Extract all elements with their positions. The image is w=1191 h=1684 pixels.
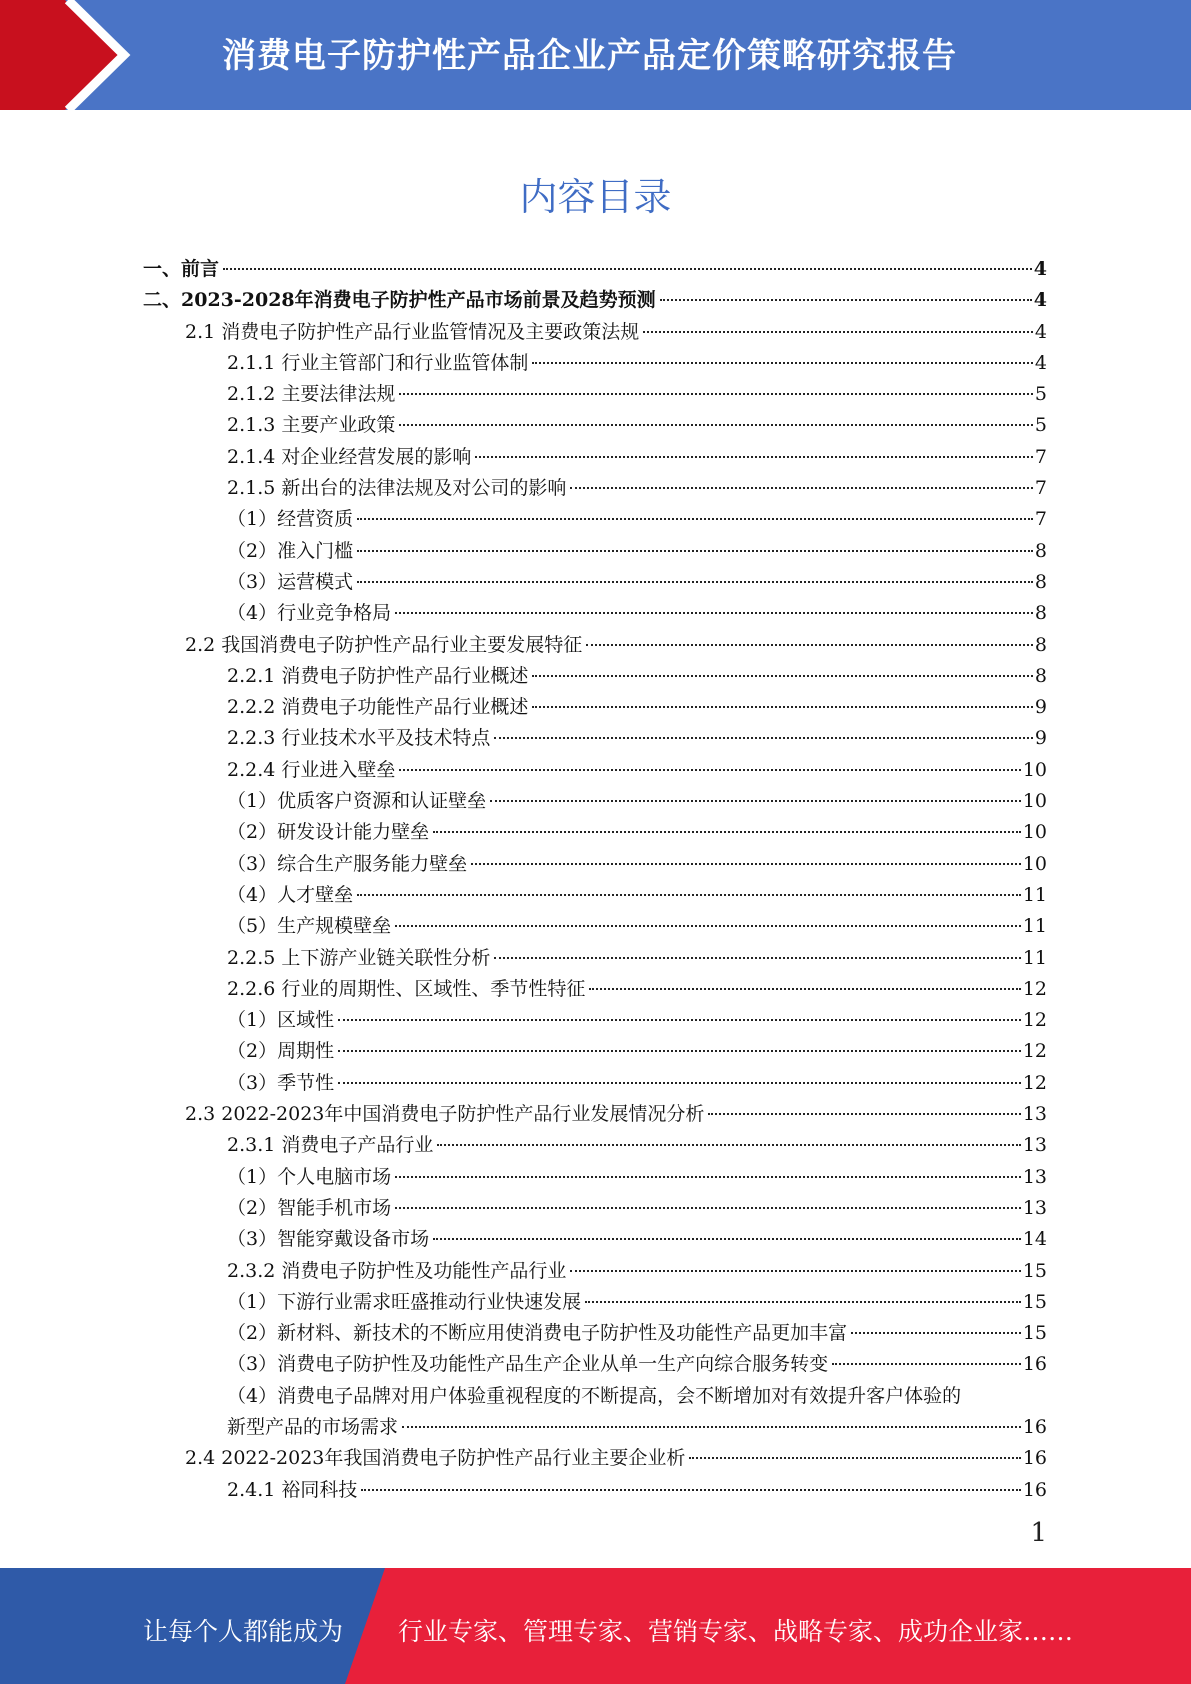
toc-entry[interactable] bbox=[143, 442, 1047, 473]
toc-entry-page: 15 bbox=[1022, 1290, 1047, 1313]
toc-dot-leader bbox=[589, 988, 1020, 990]
toc-entry-title: 2.1.3 主要产业政策 bbox=[227, 414, 396, 437]
toc-dot-leader bbox=[660, 299, 1032, 301]
toc-entry-title: （1）下游行业需求旺盛推动行业快速发展 bbox=[227, 1290, 582, 1313]
toc-entry-title: 2.1.4 对企业经营发展的影响 bbox=[227, 445, 472, 468]
toc-entry-page: 16 bbox=[1022, 1447, 1047, 1470]
footer-slogan-right: 行业专家、管理专家、营销专家、战略专家、成功企业家…… bbox=[398, 1617, 1074, 1646]
toc-dot-leader bbox=[708, 1113, 1020, 1115]
toc-entry-title: （2）准入门槛 bbox=[227, 539, 354, 562]
toc-entry[interactable] bbox=[143, 473, 1047, 504]
toc-dot-leader bbox=[357, 894, 1021, 896]
toc-entry-title: 2.2.6 行业的周期性、区域性、季节性特征 bbox=[227, 977, 586, 1000]
toc-dot-leader bbox=[570, 1270, 1020, 1272]
toc-entry-title: 新型产品的市场需求 bbox=[227, 1415, 399, 1438]
toc-entry-title: （2）研发设计能力壁垒 bbox=[227, 821, 430, 844]
toc-entry[interactable] bbox=[143, 379, 1047, 410]
toc-dot-leader bbox=[338, 1082, 1021, 1084]
toc-dot-leader bbox=[357, 581, 1033, 583]
toc-dot-leader bbox=[338, 1019, 1021, 1021]
toc-dot-leader bbox=[689, 1457, 1020, 1459]
toc-entry[interactable] bbox=[143, 755, 1047, 786]
header-arrow-decoration bbox=[0, 0, 160, 110]
toc-entry[interactable] bbox=[143, 786, 1047, 817]
toc-entry-page: 13 bbox=[1022, 1165, 1047, 1188]
toc-entry-page: 10 bbox=[1022, 852, 1047, 875]
toc-entry-title: 2.1.5 新出台的法律法规及对公司的影响 bbox=[227, 477, 567, 500]
toc-dot-leader bbox=[532, 706, 1033, 708]
toc-entry-page: 9 bbox=[1034, 696, 1047, 719]
toc-dot-leader bbox=[475, 456, 1033, 458]
toc-dot-leader bbox=[532, 362, 1033, 364]
toc-dot-leader bbox=[433, 831, 1021, 833]
toc-entry-page: 12 bbox=[1022, 1071, 1047, 1094]
toc-entry-page: 11 bbox=[1022, 883, 1047, 906]
toc-dot-leader bbox=[395, 1207, 1021, 1209]
toc-entry-title: 2.1.1 行业主管部门和行业监管体制 bbox=[227, 351, 529, 374]
toc-entry-title: （3）运营模式 bbox=[227, 570, 354, 593]
toc-entry[interactable] bbox=[143, 1381, 1047, 1412]
toc-entry[interactable] bbox=[143, 880, 1047, 911]
toc-entry-page: 7 bbox=[1034, 445, 1047, 468]
toc-entry-page: 12 bbox=[1022, 977, 1047, 1000]
toc-entry-page: 4 bbox=[1034, 351, 1047, 374]
toc-entry-title: （1）区域性 bbox=[227, 1009, 335, 1032]
toc-entry-page: 8 bbox=[1034, 602, 1047, 625]
toc-entry-page: 16 bbox=[1022, 1353, 1047, 1376]
toc-dot-leader bbox=[433, 1238, 1021, 1240]
toc-dot-leader bbox=[399, 769, 1020, 771]
toc-entry[interactable] bbox=[143, 1068, 1047, 1099]
toc-dot-leader bbox=[223, 268, 1032, 270]
toc-entry-page: 7 bbox=[1034, 477, 1047, 500]
toc-entry[interactable] bbox=[143, 1443, 1047, 1474]
toc-dot-leader bbox=[399, 393, 1033, 395]
toc-entry-title: 2.2.1 消费电子防护性产品行业概述 bbox=[227, 664, 529, 687]
toc-entry-page: 5 bbox=[1034, 383, 1047, 406]
toc-entry-page: 9 bbox=[1034, 727, 1047, 750]
page-number: 1 bbox=[1030, 1518, 1047, 1548]
toc-entry[interactable] bbox=[143, 1099, 1047, 1130]
toc-entry-title: 2.1.2 主要法律法规 bbox=[227, 383, 396, 406]
toc-entry-title: （4）人才壁垒 bbox=[227, 883, 354, 906]
toc-entry-page: 4 bbox=[1034, 320, 1047, 343]
toc-entry-title: 2.1 消费电子防护性产品行业监管情况及主要政策法规 bbox=[185, 320, 640, 343]
toc-dot-leader bbox=[851, 1332, 1021, 1334]
toc-entry-title: （2）新材料、新技术的不断应用使消费电子防护性及功能性产品更加丰富 bbox=[227, 1322, 848, 1345]
toc-entry-page: 8 bbox=[1034, 664, 1047, 687]
toc-entry-page: 8 bbox=[1034, 539, 1047, 562]
toc-entry-page: 10 bbox=[1022, 758, 1047, 781]
toc-entry-page: 12 bbox=[1022, 1009, 1047, 1032]
toc-entry[interactable] bbox=[143, 692, 1047, 723]
toc-entry-page: 8 bbox=[1034, 633, 1047, 656]
toc-dot-leader bbox=[402, 1426, 1021, 1428]
toc-entry[interactable] bbox=[143, 1162, 1047, 1193]
toc-entry-title: 2.2.3 行业技术水平及技术特点 bbox=[227, 727, 491, 750]
toc-dot-leader bbox=[585, 1301, 1021, 1303]
toc-entry[interactable] bbox=[143, 1318, 1047, 1349]
toc-entry[interactable] bbox=[143, 661, 1047, 692]
toc-entry[interactable] bbox=[143, 1005, 1047, 1036]
toc-dot-leader bbox=[570, 487, 1033, 489]
toc-dot-leader bbox=[532, 675, 1033, 677]
toc-entry-title: （4）行业竞争格局 bbox=[227, 602, 392, 625]
toc-dot-leader bbox=[643, 331, 1033, 333]
toc-dot-leader bbox=[437, 1144, 1020, 1146]
toc-entry-page: 8 bbox=[1034, 570, 1047, 593]
toc-entry[interactable] bbox=[143, 317, 1047, 348]
toc-entry[interactable] bbox=[143, 1036, 1047, 1067]
toc-entry-page: 16 bbox=[1022, 1415, 1047, 1438]
footer-banner bbox=[0, 1568, 1191, 1684]
toc-dot-leader bbox=[395, 925, 1021, 927]
header-bar bbox=[0, 0, 1191, 110]
toc-entry-page: 13 bbox=[1022, 1103, 1047, 1126]
toc-dot-leader bbox=[832, 1363, 1021, 1365]
toc-entry-title: （2）智能手机市场 bbox=[227, 1196, 392, 1219]
toc-entry[interactable] bbox=[143, 1412, 1047, 1443]
toc-entry-page: 16 bbox=[1022, 1478, 1047, 1501]
toc-entry[interactable] bbox=[143, 285, 1047, 316]
toc-entry-title: （1）优质客户资源和认证壁垒 bbox=[227, 790, 487, 813]
footer-slogan-left: 让每个人都能成为 bbox=[143, 1617, 344, 1646]
report-title: 消费电子防护性产品企业产品定价策略研究报告 bbox=[222, 36, 957, 76]
toc-dot-leader bbox=[490, 800, 1021, 802]
toc-entry-title: （4）消费电子品牌对用户体验重视程度的不断提高，会不断增加对有效提升客户体验的 bbox=[227, 1384, 962, 1407]
toc-entry-title: （3）季节性 bbox=[227, 1071, 335, 1094]
toc-entry[interactable] bbox=[143, 849, 1047, 880]
toc-dot-leader bbox=[471, 863, 1021, 865]
toc-dot-leader bbox=[361, 1489, 1020, 1491]
toc-entry[interactable] bbox=[143, 567, 1047, 598]
toc-entry-title: （3）消费电子防护性及功能性产品生产企业从单一生产向综合服务转变 bbox=[227, 1353, 829, 1376]
toc-entry[interactable] bbox=[143, 410, 1047, 441]
toc-entry[interactable] bbox=[143, 598, 1047, 629]
toc-entry[interactable] bbox=[143, 254, 1047, 285]
toc-entry-page: 4 bbox=[1033, 289, 1047, 312]
toc-entry[interactable] bbox=[143, 911, 1047, 942]
toc-entry[interactable] bbox=[143, 974, 1047, 1005]
toc-heading: 内容目录 bbox=[519, 175, 672, 219]
toc-entry-title: （3）智能穿戴设备市场 bbox=[227, 1228, 430, 1251]
toc-entry-title: 一、前言 bbox=[143, 258, 220, 280]
toc-entry-title: （5）生产规模壁垒 bbox=[227, 915, 392, 938]
toc-entry-page: 15 bbox=[1022, 1322, 1047, 1345]
toc-entry-title: 2.3.1 消费电子产品行业 bbox=[227, 1134, 434, 1157]
toc-dot-leader bbox=[395, 1176, 1021, 1178]
toc-dot-leader bbox=[338, 1050, 1021, 1052]
toc-dot-leader bbox=[357, 518, 1033, 520]
toc-entry[interactable] bbox=[143, 1193, 1047, 1224]
toc-entry-page: 10 bbox=[1022, 821, 1047, 844]
toc-entry[interactable] bbox=[143, 630, 1047, 661]
toc-dot-leader bbox=[395, 612, 1033, 614]
toc-entry[interactable] bbox=[143, 1224, 1047, 1255]
toc-dot-leader bbox=[494, 957, 1020, 959]
toc-entry[interactable] bbox=[143, 943, 1047, 974]
table-of-contents bbox=[143, 254, 1047, 1506]
toc-entry-title: 2.2 我国消费电子防护性产品行业主要发展特征 bbox=[185, 633, 583, 656]
toc-entry-page: 5 bbox=[1034, 414, 1047, 437]
toc-entry[interactable] bbox=[143, 536, 1047, 567]
toc-entry-title: 2.4 2022-2023年我国消费电子防护性产品行业主要企业析 bbox=[185, 1447, 686, 1470]
toc-entry-title: （3）综合生产服务能力壁垒 bbox=[227, 852, 468, 875]
toc-entry-page: 12 bbox=[1022, 1040, 1047, 1063]
toc-entry-title: （1）经营资质 bbox=[227, 508, 354, 531]
toc-entry-page: 10 bbox=[1022, 790, 1047, 813]
toc-entry-title: 2.3.2 消费电子防护性及功能性产品行业 bbox=[227, 1259, 567, 1282]
toc-entry[interactable] bbox=[143, 1130, 1047, 1161]
toc-entry-title: 2.4.1 裕同科技 bbox=[227, 1478, 358, 1501]
toc-entry[interactable] bbox=[143, 1349, 1047, 1380]
toc-dot-leader bbox=[494, 737, 1033, 739]
toc-entry-title: 2.2.4 行业进入壁垒 bbox=[227, 758, 396, 781]
toc-entry-title: 2.2.5 上下游产业链关联性分析 bbox=[227, 946, 491, 969]
toc-dot-leader bbox=[357, 550, 1033, 552]
toc-entry-page: 4 bbox=[1033, 258, 1047, 280]
toc-entry-page: 15 bbox=[1022, 1259, 1047, 1282]
toc-entry[interactable] bbox=[143, 504, 1047, 535]
toc-entry[interactable] bbox=[143, 1256, 1047, 1287]
toc-entry-page: 14 bbox=[1022, 1228, 1047, 1251]
toc-entry-title: 二、2023-2028年消费电子防护性产品市场前景及趋势预测 bbox=[143, 289, 656, 312]
toc-entry-page: 13 bbox=[1022, 1134, 1047, 1157]
toc-entry[interactable] bbox=[143, 817, 1047, 848]
toc-dot-leader bbox=[586, 644, 1033, 646]
toc-entry-page: 11 bbox=[1022, 946, 1047, 969]
toc-entry-page: 7 bbox=[1034, 508, 1047, 531]
toc-entry[interactable] bbox=[143, 1287, 1047, 1318]
toc-entry-title: 2.3 2022-2023年中国消费电子防护性产品行业发展情况分析 bbox=[185, 1103, 705, 1126]
toc-entry[interactable] bbox=[143, 348, 1047, 379]
toc-entry-title: 2.2.2 消费电子功能性产品行业概述 bbox=[227, 696, 529, 719]
toc-entry-page: 13 bbox=[1022, 1196, 1047, 1219]
toc-entry-title: （2）周期性 bbox=[227, 1040, 335, 1063]
toc-entry-title: （1）个人电脑市场 bbox=[227, 1165, 392, 1188]
toc-entry[interactable] bbox=[143, 1475, 1047, 1506]
toc-dot-leader bbox=[399, 424, 1033, 426]
toc-entry-page: 11 bbox=[1022, 915, 1047, 938]
toc-entry[interactable] bbox=[143, 723, 1047, 754]
